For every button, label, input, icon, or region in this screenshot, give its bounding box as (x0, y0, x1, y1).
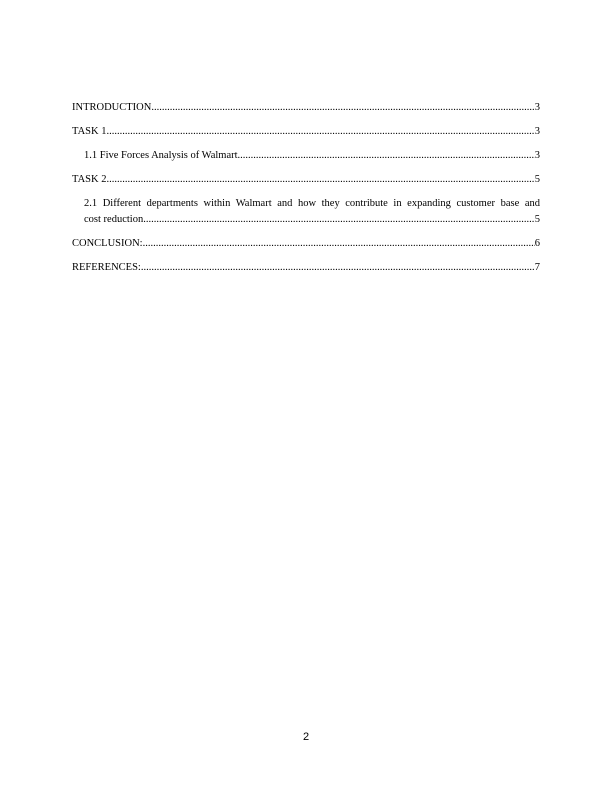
toc-entry-page: 3 (534, 150, 540, 161)
table-of-contents (72, 100, 540, 284)
toc-entry-title: REFERENCES: (72, 262, 141, 273)
toc-entry-title: 1.1 Five Forces Analysis of Walmart (84, 150, 238, 161)
toc-entry-title: INTRODUCTION (72, 102, 152, 113)
toc-leader-dots (106, 124, 534, 140)
toc-entry-page: 5 (534, 174, 540, 185)
toc-entry-page: 7 (534, 262, 540, 273)
toc-leader-dots (143, 212, 535, 228)
toc-entry-departments[interactable] (72, 196, 540, 228)
toc-entry-title-line-1: 2.1 Different departments within Walmart and how they contribute in expanding customer base and (84, 198, 540, 209)
toc-leader-dots (143, 236, 535, 252)
toc-leader-dots (238, 148, 535, 164)
toc-entry-conclusion[interactable] (72, 236, 540, 252)
toc-entry-title: TASK 2 (72, 174, 107, 185)
toc-entry-page: 3 (534, 126, 540, 137)
toc-leader-dots (141, 260, 535, 276)
toc-entry-title-line-2: cost reduction (84, 214, 144, 225)
toc-entry-introduction[interactable] (72, 100, 540, 116)
toc-entry-page: 3 (534, 102, 540, 113)
toc-entry-references[interactable] (72, 260, 540, 276)
toc-entry-title: TASK 1 (72, 126, 107, 137)
page-number: 2 (302, 731, 310, 743)
toc-entry-task-2[interactable] (72, 172, 540, 188)
toc-entry-five-forces[interactable] (72, 148, 540, 164)
toc-entry-page: 5 (534, 214, 540, 225)
toc-entry-task-1[interactable] (72, 124, 540, 140)
toc-entry-page: 6 (534, 238, 540, 249)
toc-leader-dots (151, 100, 534, 116)
toc-entry-title: CONCLUSION: (72, 238, 143, 249)
toc-leader-dots (106, 172, 534, 188)
